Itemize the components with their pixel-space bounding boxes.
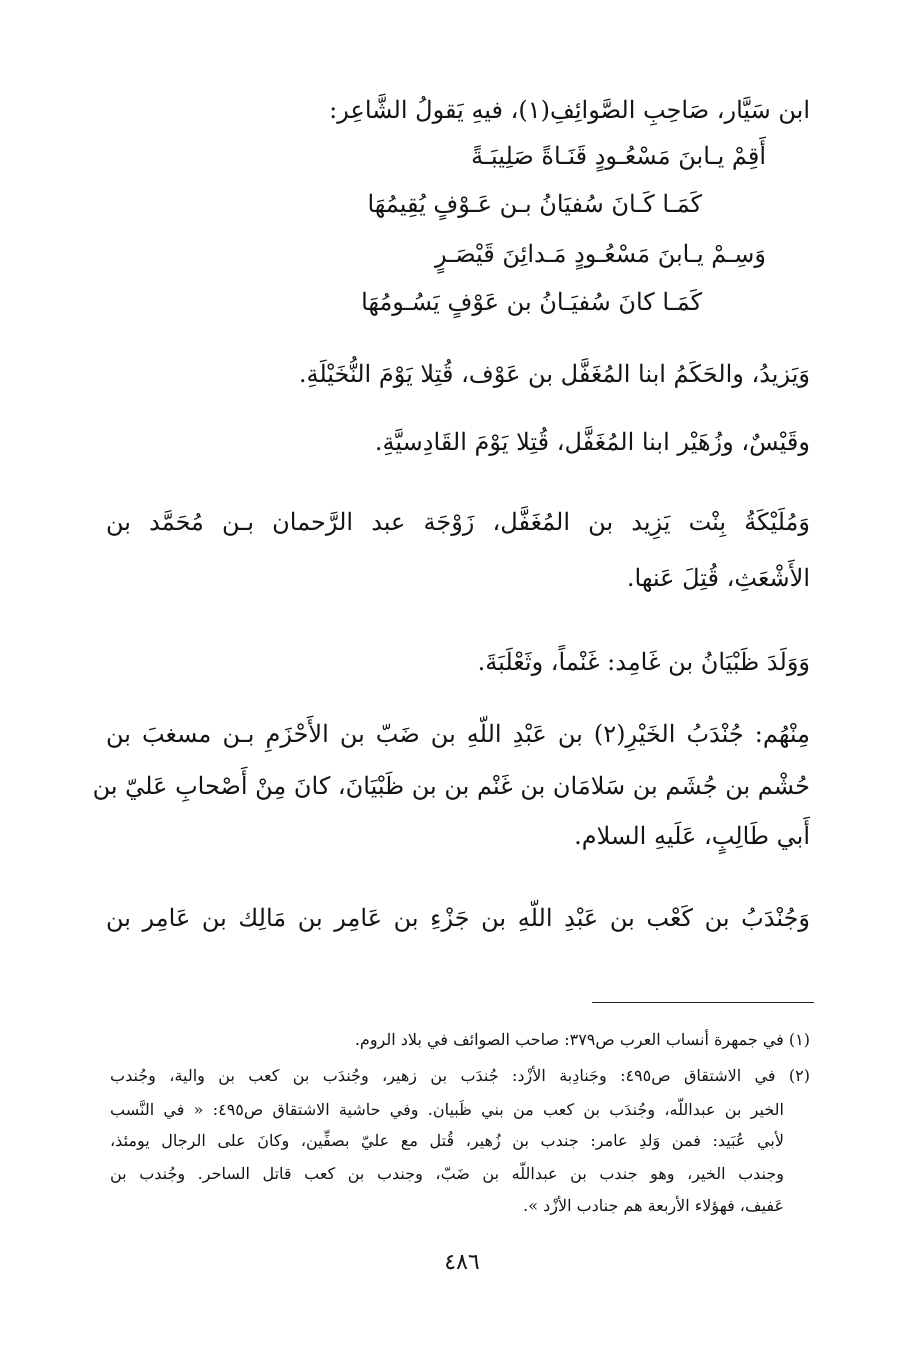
- text-line-intro: ابن سَيَّار، صَاحِبِ الصَّوائِفِ(١)، فيهِ يَقولُ الشَّاعِر:: [329, 96, 810, 124]
- text-line-jundab-kab: وَجُنْدَبُ بن كَعْب بن عَبْدِ اللّهِ بن جَزْءِ بن عَامِر بن مَالِك بن عَامِر بن: [106, 904, 810, 932]
- text-line-mulayka: وَمُلَيْكَةُ بِنْت يَزِيد بن المُغَفَّل، زَوْجَة عبد الرَّحمان بـن مُحَمَّد بن: [106, 508, 810, 536]
- poem-verse-2a: وَسِـمْ يـابنَ مَسْعُـودٍ مَـدائِنَ قَيْصَـرٍ: [434, 240, 766, 268]
- text-line-ashath: الأَشْعَثِ، قُتِلَ عَنها.: [626, 564, 810, 592]
- poem-verse-1a: أَقِمْ يـابنَ مَسْعُـودٍ قَنَـاةً صَلِيبَـةً: [471, 142, 766, 170]
- footnote-1: (١) في جمهرة أنساب العرب ص٣٧٩: صاحب الصوائف في بلاد الروم.: [354, 1030, 810, 1049]
- poem-verse-2b: كَمَـا كانَ سُفيَـانُ بن عَوْفٍ يَسُـومُهَا: [361, 288, 702, 316]
- footnote-2-line-1: (٢) في الاشتقاق ص٤٩٥: وجَنادِبة الأزْد: جُندَب بن زهير، وجُندَب بن كعب بن والية، وجُندب: [110, 1066, 811, 1085]
- text-line-jundab-3: أَبي طَالِبٍ، عَلَيهِ السلام.: [574, 822, 810, 850]
- footnote-2-line-5: عَفيف، فهؤلاء الأربعة هم جنادب الأزْد ».: [523, 1196, 784, 1215]
- text-line-zabyan: وَوَلَدَ ظَبْيَانُ بن غَامِد: غَنْماً، وثَعْلَبَةَ.: [477, 648, 810, 676]
- page-number: ٤٨٦: [444, 1250, 480, 1275]
- footnote-2-line-3: لأبي عُبَيد: فمن وَلدِ عامر: جندب بن زُهير، قُتل مع عليّ بصفِّين، وكانَ على الرجال يومئذ،: [110, 1131, 784, 1150]
- footnote-2-line-2: الخير بن عبداللّه، وجُندَب بن كعب من بني ظَبيان. وفي حاشية الاشتقاق ص٤٩٥: « في النَّسب: [110, 1100, 784, 1119]
- footnote-2-line-4: وجندب الخير، وهو جندب بن عبداللّه بن ضَبّ، وجندب بن كعب قاتل الساحر. وجُندب بن: [110, 1164, 784, 1183]
- text-line-jundab-2: حُشْم بن جُشَم بن سَلامَان بن غَنْم بن بن ظَبْيَانَ، كانَ مِنْ أَصْحابِ عَليّ بن: [92, 772, 810, 800]
- footnote-separator: [592, 1002, 814, 1003]
- poem-verse-1b: كَمَـا كَـانَ سُفيَانُ بـن عَـوْفٍ يُقِيمُهَا: [367, 190, 702, 218]
- text-line-qays: وقَيْسٌ، وزُهَيْر ابنا المُغَفَّل، قُتِلا يَوْمَ القَادِسيَّةِ.: [374, 428, 810, 456]
- text-line-jundab-1: مِنْهُم: جُنْدَبُ الخَيْرِ(٢) بن عَبْدِ اللّهِ بن ضَبّ بن الأَحْزَمِ بـن مسغبَ بن: [106, 720, 810, 748]
- text-line-yazid: وَيَزيدُ، والحَكَمُ ابنا المُغَفَّل بن عَوْف، قُتِلا يَوْمَ النُّخَيْلَةِ.: [298, 360, 810, 388]
